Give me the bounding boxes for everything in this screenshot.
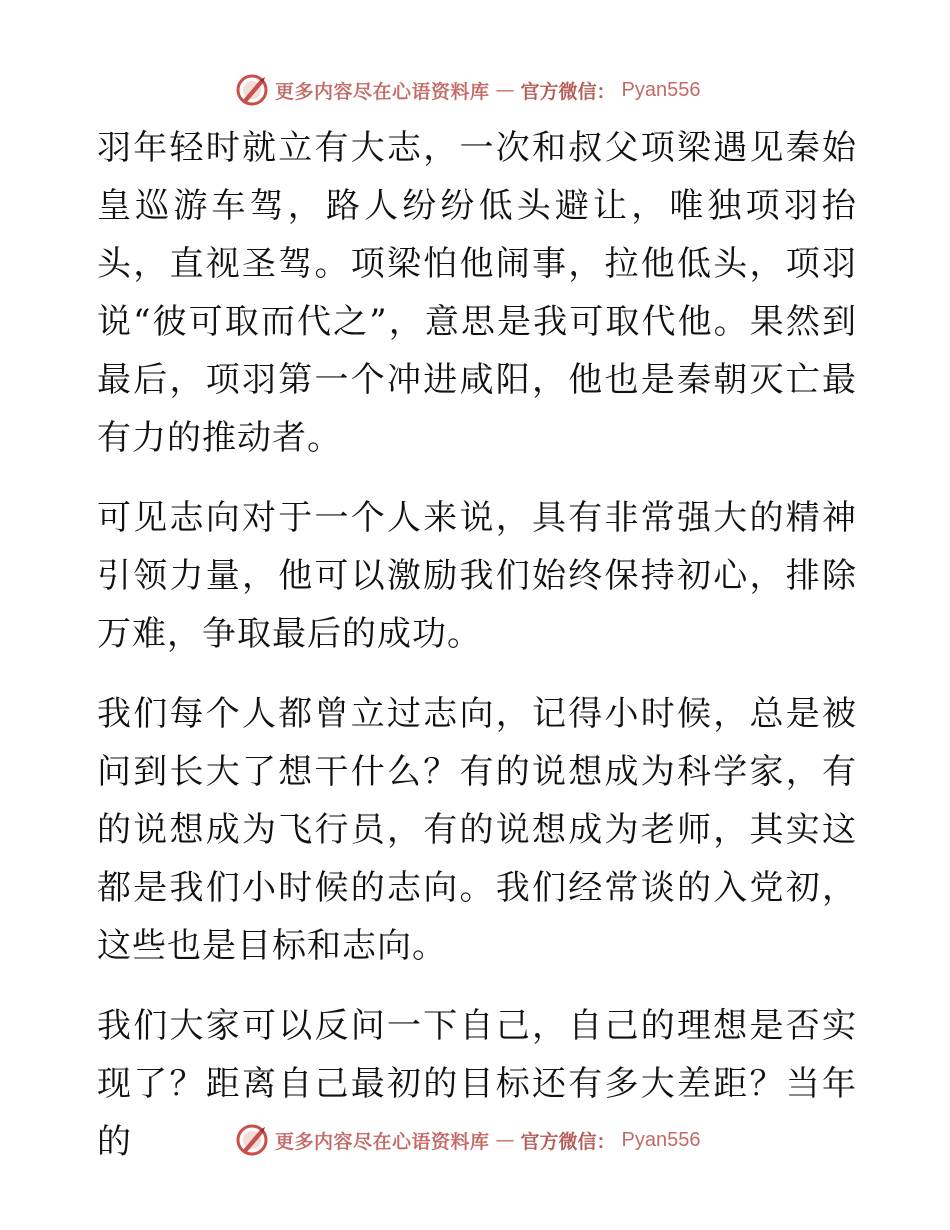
watermark-wechat-label: 官方微信：	[520, 1130, 616, 1153]
paragraph-3: 我们每个人都曾立过志向，记得小时候，总是被问到长大了想干什么？有的说想成为科学家，有的说想成为飞行员，有的说想成为老师，其实这都是我们小时候的志向。我们经常谈的入党初，这些也是目标和志向。	[97, 694, 857, 966]
watermark-wechat-id: Pyan556	[621, 78, 701, 101]
quill-logo-icon	[235, 1123, 269, 1157]
quill-logo-icon	[235, 73, 269, 107]
watermark-main-text: 更多内容尽在心语资料库	[275, 80, 490, 103]
watermark-separator: —	[495, 79, 515, 101]
document-body	[97, 119, 857, 1193]
paragraph-1: 羽年轻时就立有大志，一次和叔父项梁遇见秦始皇巡游车驾，路人纷纷低头避让，唯独项羽抬头，直视圣驾。项梁怕他闹事，拉他低头，项羽说“彼可取而代之”，意思是我可取代他。果然到最后，项羽第一个冲进咸阳，他也是秦朝灭亡最有力的推动者。	[97, 128, 857, 458]
header-watermark	[235, 72, 701, 108]
footer-watermark	[235, 1122, 701, 1158]
watermark-main-text: 更多内容尽在心语资料库	[275, 1130, 490, 1153]
paragraph-4: 我们大家可以反问一下自己，自己的理想是否实现了？距离自己最初的目标还有多大差距？当年的	[97, 1006, 857, 1162]
paragraph-2: 可见志向对于一个人来说，具有非常强大的精神引领力量，他可以激励我们始终保持初心，排除万难，争取最后的成功。	[97, 498, 857, 654]
watermark-wechat-id: Pyan556	[621, 1128, 701, 1151]
watermark-wechat-label: 官方微信：	[520, 80, 616, 103]
watermark-separator: —	[495, 1129, 515, 1151]
